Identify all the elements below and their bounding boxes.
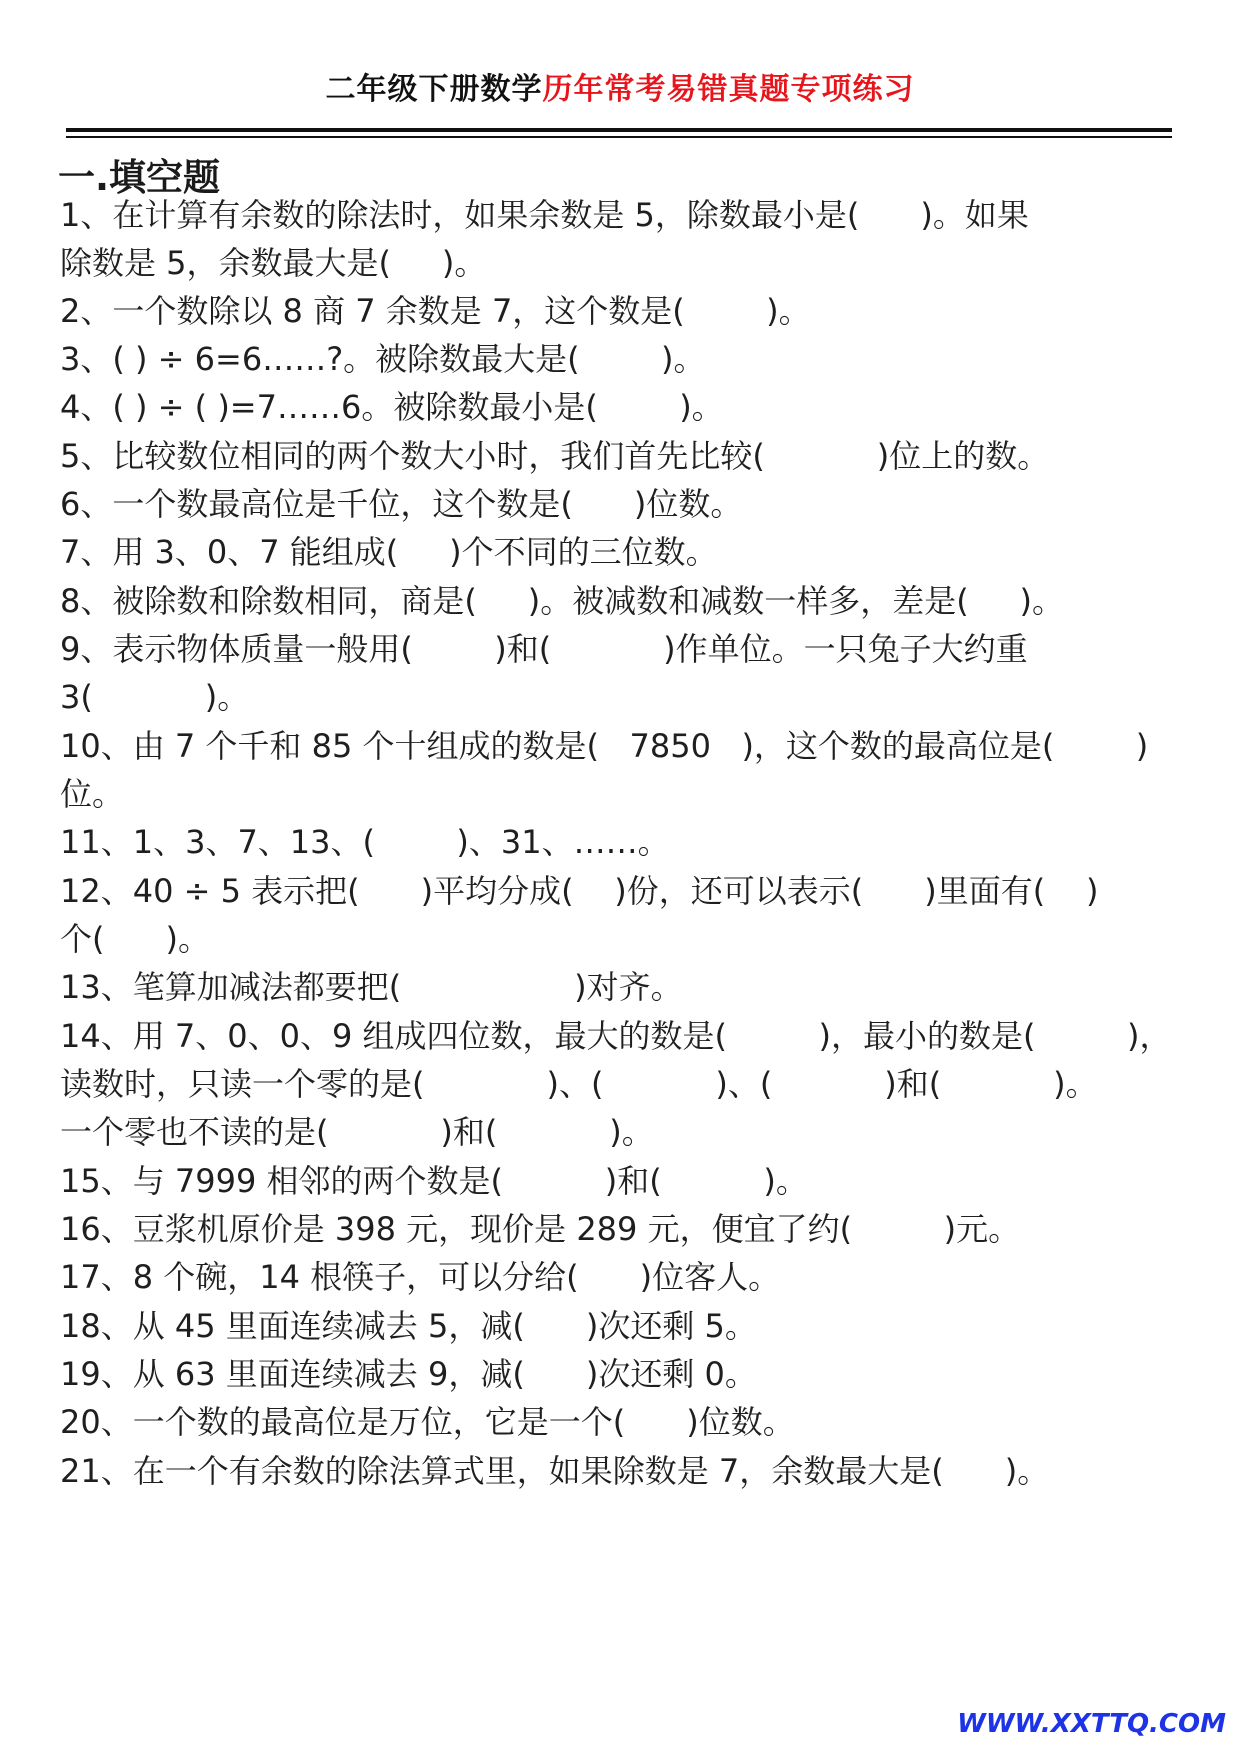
- question-line: 4、( ) ÷ ( )=7……6。被除数最小是( )。: [60, 388, 724, 426]
- question-line: 15、与 7999 相邻的两个数是( )和( )。: [60, 1162, 808, 1200]
- title-underline-thick: [66, 128, 1172, 132]
- question-line: 19、从 63 里面连续减去 9，减( )次还剩 0。: [60, 1355, 757, 1393]
- question-line: 9、表示物体质量一般用( )和( )作单位。一只兔子大约重: [60, 630, 1028, 668]
- question-line: 16、豆浆机原价是 398 元，现价是 289 元，便宜了约( )元。: [60, 1210, 1021, 1248]
- question-line: 6、一个数最高位是千位，这个数是( )位数。: [60, 485, 743, 523]
- question-line: 位。: [60, 775, 125, 813]
- question-line: 8、被除数和除数相同，商是( )。被减数和减数一样多，差是( )。: [60, 582, 1065, 620]
- page-title: [0, 58, 1240, 122]
- question-line: 13、笔算加减法都要把( )对齐。: [60, 968, 683, 1006]
- title-black-part: 二年级下册数学: [325, 72, 543, 107]
- question-line: 3、( ) ÷ 6=6……?。被除数最大是( )。: [60, 340, 706, 378]
- question-line: 20、一个数的最高位是万位，它是一个( )位数。: [60, 1403, 795, 1441]
- question-line: 一个零也不读的是( )和( )。: [60, 1113, 654, 1151]
- title-underline-thin: [66, 136, 1172, 138]
- question-line: 17、8 个碗，14 根筷子，可以分给( )位客人。: [60, 1258, 781, 1296]
- question-line: 读数时，只读一个零的是( )、( )、( )和( )。: [60, 1065, 1098, 1103]
- question-line: 1、在计算有余数的除法时，如果余数是 5，除数最小是( )。如果: [60, 196, 1029, 234]
- question-line: 个( )。: [60, 920, 211, 958]
- section-heading: 一.填空题: [58, 156, 221, 199]
- title-red-part: 历年常考易错真题专项练习: [542, 72, 915, 107]
- question-line: 18、从 45 里面连续减去 5，减( )次还剩 5。: [60, 1307, 757, 1345]
- question-line: 12、40 ÷ 5 表示把( )平均分成( )份，还可以表示( )里面有( ): [60, 872, 1099, 910]
- question-line: 21、在一个有余数的除法算式里，如果除数是 7，余数最大是( )。: [60, 1452, 1050, 1490]
- question-line: 11、1、3、7、13、( )、31、……。: [60, 823, 670, 861]
- question-line: 5、比较数位相同的两个数大小时，我们首先比较( )位上的数。: [60, 437, 1050, 475]
- question-line: 3( )。: [60, 678, 250, 716]
- question-line: 7、用 3、0、7 能组成( )个不同的三位数。: [60, 533, 718, 571]
- footer-watermark: WWW.XXTTQ.COM: [957, 1709, 1226, 1739]
- question-line: 除数是 5，余数最大是( )。: [60, 244, 487, 282]
- question-line: 2、一个数除以 8 商 7 余数是 7，这个数是( )。: [60, 292, 811, 330]
- question-line: 10、由 7 个千和 85 个十组成的数是( 7850 )，这个数的最高位是( ): [60, 727, 1149, 765]
- question-line: 14、用 7、0、0、9 组成四位数，最大的数是( )，最小的数是( )，: [60, 1017, 1172, 1055]
